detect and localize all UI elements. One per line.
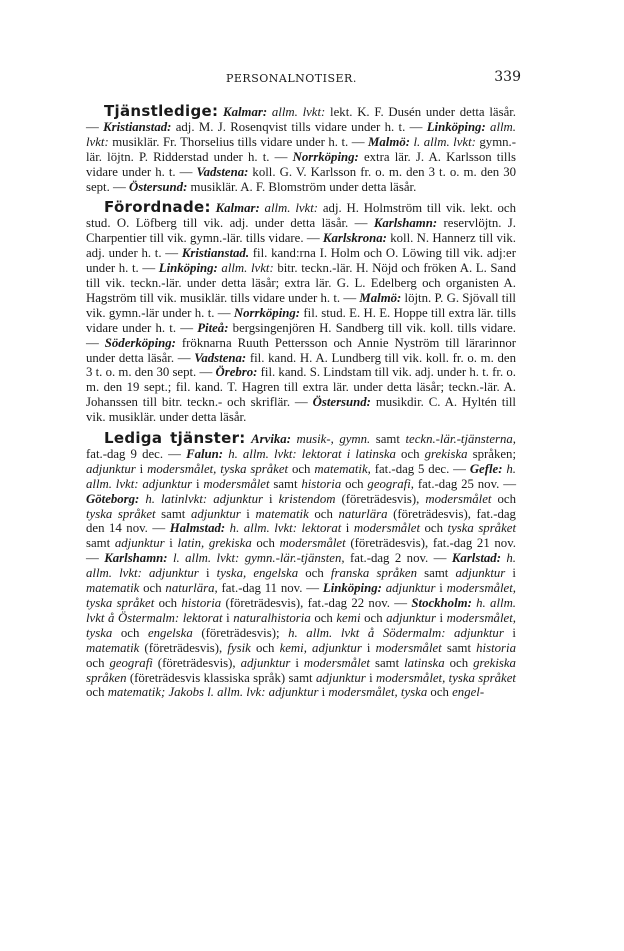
text-run: och: [308, 506, 339, 521]
text-run: (företrädesvis),: [152, 655, 241, 670]
italic-text: naturlära: [338, 506, 388, 521]
text-run: i: [290, 655, 304, 670]
place-name: Falun:: [186, 446, 224, 461]
place-name: Örebro:: [215, 365, 258, 380]
text-run: fat.-dag 11 nov. —: [217, 581, 323, 596]
italic-text: h. allm. lvkt: adjunktur: [86, 551, 517, 581]
italic-text: allm. lvkt:: [86, 119, 516, 149]
text-run: musikdir. C. A. Hyltén till vik. musiklär. under detta läsår.: [86, 395, 516, 425]
notices-column: [86, 104, 516, 705]
place-name: Malmö:: [368, 134, 410, 149]
running-header-title: PERSONALNOTISER.: [226, 72, 357, 85]
text-run: musiklär. A. F. Blomström under detta läsår.: [187, 179, 417, 194]
text-run: (företrädesvis), fat.-dag den 14 nov. —: [86, 506, 516, 536]
italic-text: allm. lvkt:: [221, 261, 274, 276]
italic-text: modersmålet: [279, 536, 346, 551]
italic-text: engel-: [452, 685, 485, 700]
paragraph-body: [86, 432, 516, 699]
text-run: och: [86, 685, 108, 700]
text-run: och: [154, 596, 182, 610]
place-name: Malmö:: [359, 290, 402, 305]
italic-text: modersmålet, tyska språket: [147, 461, 289, 476]
text-run: lekt. K. F. Dusén under detta läsår. —: [86, 105, 516, 134]
text-run: samt: [155, 506, 191, 521]
text-run: gymn.-lär. löjtn. P. Ridderstad under h. t. —: [86, 134, 517, 164]
text-run: fil. kand. S. Lindstam till vik. adj. under h. t. fr. o. m. den 19 sept.; fil. kand. T. Hagren till extra lär. under detta läsår; teckn.-lär. A. Johanssen till bitr. teckn.- och skriflär. —: [86, 365, 516, 410]
italic-text: latinska: [404, 655, 445, 670]
place-name: Kristianstad:: [103, 119, 172, 134]
place-name: Söderköping:: [104, 335, 176, 350]
italic-text: engelska: [147, 625, 193, 640]
italic-text: adjunktur: [240, 655, 291, 670]
italic-text: matematik: [86, 581, 140, 596]
italic-text: adjunktur: [315, 670, 366, 685]
italic-text: kristendom: [278, 491, 336, 506]
text-run: samt: [86, 536, 115, 551]
italic-text: h. allm. lvkt: adjunktur: [86, 461, 516, 491]
text-run: fil. kand. H. A. Lundberg till vik. koll. fr. o. m. den 3 t. o. m. den 30 sept. —: [86, 350, 516, 380]
italic-text: modersmålet, tyska språket: [86, 581, 516, 610]
text-run: koll. G. V. Karlsson fr. o. m. den 3 t. o. m. den 30 sept. —: [86, 164, 517, 194]
italic-text: kemi, adjunktur: [279, 640, 362, 655]
text-run: och: [341, 476, 368, 491]
place-name: Karlshamn:: [104, 551, 168, 566]
italic-text: allm. lvkt:: [271, 105, 326, 119]
place-name: Karlstad:: [451, 551, 501, 566]
place-name: Kristianstad.: [181, 246, 250, 261]
text-run: samt: [369, 655, 405, 670]
text-run: fröknarna Ruuth Pettersson och Annie Nyström till lärarinnor under detta läsår. —: [86, 335, 516, 365]
place-name: Kalmar:: [215, 201, 260, 216]
italic-text: modersmålet, tyska: [86, 610, 516, 640]
italic-text: allm. lvkt:: [264, 201, 319, 216]
italic-text: adjunktur: [86, 461, 136, 476]
text-run: och: [310, 610, 337, 625]
text-run: reservlöjtn. J. Charpentier till vik. gymn.-lär. tills vidare. —: [86, 216, 516, 246]
text-run: samt: [441, 640, 477, 655]
italic-text: modersmålet, tyska: [328, 685, 428, 700]
text-run: (företrädesvis);: [192, 625, 289, 640]
place-name: Vadstena:: [196, 164, 249, 179]
italic-text: musik-, gymn.: [296, 432, 371, 447]
text-run: och: [112, 625, 148, 640]
place-name: Norrköping:: [233, 305, 301, 320]
text-run: och: [420, 521, 448, 536]
text-run: och: [251, 536, 280, 551]
italic-text: adjunktur: [190, 506, 241, 521]
text-run: i: [435, 581, 447, 596]
text-run: i: [192, 476, 204, 491]
text-run: i: [365, 670, 376, 685]
text-run: och: [139, 581, 166, 596]
italic-text: h. allm. lvkt: lektorat: [229, 521, 342, 536]
page-number: 339: [494, 69, 521, 85]
text-run: fil. stud. E. H. E. Hoppe till extra lär. tills vidare under h. t. —: [86, 305, 516, 335]
place-name: Östersund:: [129, 179, 188, 194]
italic-text: grekiska: [424, 446, 468, 461]
place-name: Piteå:: [197, 320, 229, 335]
text-run: och: [444, 655, 474, 670]
italic-text: historia: [301, 476, 342, 491]
italic-text: adjunktur: [385, 581, 436, 596]
text-run: i: [198, 566, 217, 581]
place-name: Vadstena:: [194, 350, 247, 365]
text-run: samt: [269, 476, 302, 491]
text-run: och: [491, 491, 516, 506]
italic-text: historia: [476, 640, 516, 655]
place-name: Kalmar:: [223, 105, 268, 119]
italic-text: modersmålet: [375, 640, 442, 655]
place-name: Linköping:: [322, 581, 382, 596]
text-run: och: [298, 566, 331, 581]
italic-text: adjunktur: [386, 610, 436, 625]
italic-text: h. allm. lvkt å Östermalm: lektorat: [86, 596, 517, 625]
text-run: och: [288, 461, 315, 476]
place-name: Karlskrona:: [322, 231, 387, 246]
text-run: i: [361, 640, 376, 655]
text-run: och: [395, 446, 425, 461]
italic-text: matematik: [255, 506, 309, 521]
text-run: och: [86, 655, 110, 670]
italic-text: l. allm. lvkt:: [413, 134, 476, 149]
text-run: (företrädesvis), fat.-dag 21 nov. —: [86, 536, 516, 566]
italic-text: fysik: [227, 640, 251, 655]
text-run: samt: [417, 566, 456, 581]
text-run: fat.-dag 2 nov. —: [344, 551, 452, 566]
text-run: fat.-dag 25 nov. —: [414, 476, 516, 491]
text-run: löjtn. P. G. Sjövall till vik. gymn.-lär under h. t. —: [86, 290, 516, 320]
italic-text: h. allm. lvkt: lektorat i latinska: [228, 446, 396, 461]
text-run: och: [360, 610, 387, 625]
place-name: Gefle:: [469, 461, 503, 476]
italic-text: grekiska språken: [86, 655, 516, 685]
text-run: (företrädesvis),: [335, 491, 426, 506]
text-run: (företrädesvis), fat.-dag 22 nov. —: [221, 596, 412, 610]
paragraph-tjanstledige: [86, 104, 516, 194]
text-run: i: [240, 506, 256, 521]
section-heading-forordnade: Förordnade:: [104, 198, 211, 217]
place-name: Karlshamn:: [373, 216, 438, 231]
paragraph-lediga-tjanster: [86, 431, 516, 700]
text-run: adj. H. Holmström till vik. lekt. och stud. O. Löfberg till vik. adj. under detta läsår. —: [86, 201, 517, 231]
italic-text: naturlära,: [165, 581, 218, 596]
italic-text: teckn.-lär.-tjänsterna,: [405, 432, 516, 447]
italic-text: h. allm. lvkt å Södermalm: adjunktur: [288, 625, 504, 640]
text-run: i: [262, 491, 279, 506]
text-run: i: [505, 566, 516, 581]
italic-text: matematik;: [107, 685, 166, 700]
place-name: Halmstad:: [169, 521, 226, 536]
text-run: musiklär. Fr. Thorselius tills vidare under h. t. —: [108, 134, 369, 149]
text-run: samt: [370, 432, 406, 447]
section-heading-tjanstledige: Tjänstledige:: [104, 102, 219, 120]
italic-text: adjunktur: [114, 536, 165, 551]
place-name: Göteborg:: [86, 491, 140, 506]
italic-text: historia: [181, 596, 222, 610]
italic-text: tyska språket: [447, 521, 516, 536]
paragraph-body: [86, 201, 516, 424]
text-run: i: [135, 461, 148, 476]
text-run: i: [222, 610, 234, 625]
section-heading-lediga-tjanster: Lediga tjänster:: [104, 429, 246, 448]
italic-text: modersmålet: [203, 476, 270, 491]
text-run: och: [250, 640, 280, 655]
italic-text: geografi,: [367, 476, 414, 491]
italic-text: h. latinlvkt: adjunktur: [145, 491, 263, 506]
place-name: Norrköping:: [292, 149, 359, 164]
text-run: koll. N. Hannerz till vik. adj. under h. t. —: [86, 231, 517, 261]
text-run: adj. M. J. Rosenqvist tills vidare under h. t. —: [171, 119, 427, 134]
italic-text: modersmålet: [425, 491, 492, 506]
text-run: i: [318, 685, 329, 700]
text-run: och: [427, 685, 453, 700]
place-name: Östersund:: [312, 395, 371, 410]
italic-text: tyska språket: [86, 506, 156, 521]
text-run: bitr. teckn.-lär. H. Nöjd och fröken A. L. Sand till vik. teckn.-lär. under detta läsår; extra lär. G. L. Edelberg och organisten A. Hagström till vik. musiklär. tills vidare under h. t. —: [86, 261, 516, 305]
text-run: fat.-dag 9 dec. —: [86, 446, 187, 461]
italic-text: naturalhistoria: [233, 610, 311, 625]
text-run: (företrädesvis),: [139, 640, 228, 655]
text-run: extra lär. J. A. Karlsson tills vidare under h. t. —: [86, 149, 517, 179]
italic-text: kemi: [336, 610, 361, 625]
text-run: fil. kand:rna I. Holm och O. Löwing till vik. adj:er under h. t. —: [86, 246, 516, 276]
text-run: i: [435, 610, 447, 625]
italic-text: modersmålet: [353, 521, 420, 536]
text-run: (företrädesvis klassiska språk) samt: [126, 670, 316, 685]
italic-text: adjunktur: [455, 566, 506, 581]
text-run: språken;: [467, 446, 517, 461]
text-run: fat.-dag 5 dec. —: [370, 461, 470, 476]
italic-text: matematik,: [314, 461, 371, 476]
place-name: Arvika:: [251, 432, 291, 447]
place-name: Stockholm:: [411, 596, 472, 610]
italic-text: Jakobs l. allm. lvk: adjunktur: [168, 685, 319, 700]
italic-text: tyska, engelska: [216, 566, 299, 581]
italic-text: franska språken: [330, 566, 417, 581]
text-run: bergsingenjören H. Sandberg till vik. koll. tills vidare. —: [86, 320, 516, 350]
italic-text: geografi: [109, 655, 153, 670]
text-run: i: [341, 521, 354, 536]
place-name: Linköping:: [158, 261, 218, 276]
italic-text: modersmålet, tyska språket: [376, 670, 516, 685]
italic-text: l. allm. lvkt: gymn.-lär.-tjänsten,: [172, 551, 345, 566]
italic-text: latin, grekiska: [177, 536, 252, 551]
italic-text: matematik: [86, 640, 140, 655]
text-run: i: [503, 625, 516, 640]
place-name: Linköping:: [426, 119, 486, 134]
text-run: i: [164, 536, 178, 551]
paragraph-forordnade: [86, 200, 516, 425]
italic-text: modersmålet: [303, 655, 370, 670]
